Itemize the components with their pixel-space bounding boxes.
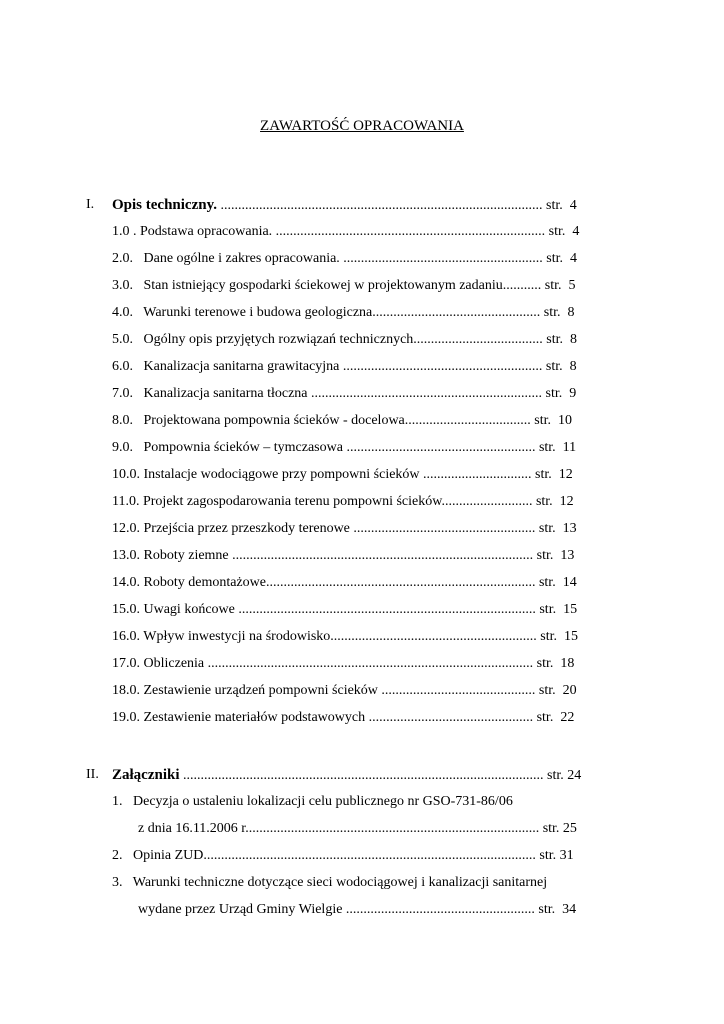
toc-entry-13-0: 13.0. Roboty ziemne ...................................................................................... str. 13	[112, 548, 575, 563]
toc-entry-6-0: 6.0. Kanalizacja sanitarna grawitacyjna ......................................................... str. 8	[112, 359, 577, 374]
toc-entry-9-0: 9.0. Pompownia ścieków – tymczasowa ...................................................... str. 11	[112, 440, 577, 455]
section-2-leader: ....................................................................................................... str. 24	[179, 768, 582, 783]
toc-entry-8-0: 8.0. Projektowana pompownia ścieków - docelowa.................................... str. 10	[112, 413, 572, 428]
attachment-1-line-2: z dnia 16.11.2006 r.................................................................................... str. 25	[138, 821, 577, 836]
section-2-numeral: II.	[86, 767, 99, 782]
toc-entry-17-0: 17.0. Obliczenia ............................................................................................. str. 18	[112, 656, 575, 671]
toc-entry-15-0: 15.0. Uwagi końcowe ..................................................................................... str. 15	[112, 602, 578, 617]
toc-entry-18-0: 18.0. Zestawienie urządzeń pompowni ścieków ............................................ str. 20	[112, 683, 577, 698]
attachment-2: 2. Opinia ZUD............................................................................................... str. 31	[112, 848, 574, 863]
section-1-numeral: I.	[86, 197, 95, 212]
toc-entry-5-0: 5.0. Ogólny opis przyjętych rozwiązań technicznych..................................... str. 8	[112, 332, 578, 347]
toc-entry-3-0: 3.0. Stan istniejący gospodarki ściekowej w projektowanym zadaniu........... str. 5	[112, 278, 576, 293]
toc-entry-10-0: 10.0. Instalacje wodociągowe przy pompowni ścieków ............................... str. 12	[112, 467, 573, 482]
toc-entry-12-0: 12.0. Przejścia przez przeszkody terenowe .................................................... str. 13	[112, 521, 577, 536]
toc-entry-14-0: 14.0. Roboty demontażowe............................................................................. str. 14	[112, 575, 577, 590]
toc-entry-2-0: 2.0. Dane ogólne i zakres opracowania. ......................................................... str. 4	[112, 251, 578, 266]
toc-entry-11-0: 11.0. Projekt zagospodarowania terenu pompowni ścieków.......................... str. 12	[112, 494, 574, 509]
section-1-heading: Opis techniczny.	[112, 197, 218, 213]
section-2-heading: Załączniki	[112, 767, 180, 783]
attachment-3-line-2: wydane przez Urząd Gminy Wielgie ...................................................... str. 34	[138, 902, 577, 917]
toc-entry-19-0: 19.0. Zestawienie materiałów podstawowych ............................................... str. 22	[112, 710, 575, 725]
page-title: ZAWARTOŚĆ OPRACOWANIA	[260, 118, 464, 134]
section-1-leader: ............................................................................................ str. 4	[217, 198, 577, 213]
toc-entry-7-0: 7.0. Kanalizacja sanitarna tłoczna .................................................................. str. 9	[112, 386, 577, 401]
toc-entry-1-0: 1.0 . Podstawa opracowania. ............................................................................. str. 4	[112, 224, 580, 239]
attachment-1-line-1: 1. Decyzja o ustaleniu lokalizacji celu publicznego nr GSO-731-86/06	[112, 794, 513, 809]
section-1-heading-row	[112, 197, 577, 214]
section-2-heading-row	[112, 767, 581, 784]
toc-entry-4-0: 4.0. Warunki terenowe i budowa geologiczna................................................ str. 8	[112, 305, 575, 320]
attachment-3-line-1: 3. Warunki techniczne dotyczące sieci wodociągowej i kanalizacji sanitarnej	[112, 875, 548, 890]
toc-entry-16-0: 16.0. Wpływ inwestycji na środowisko........................................................... str. 15	[112, 629, 579, 644]
